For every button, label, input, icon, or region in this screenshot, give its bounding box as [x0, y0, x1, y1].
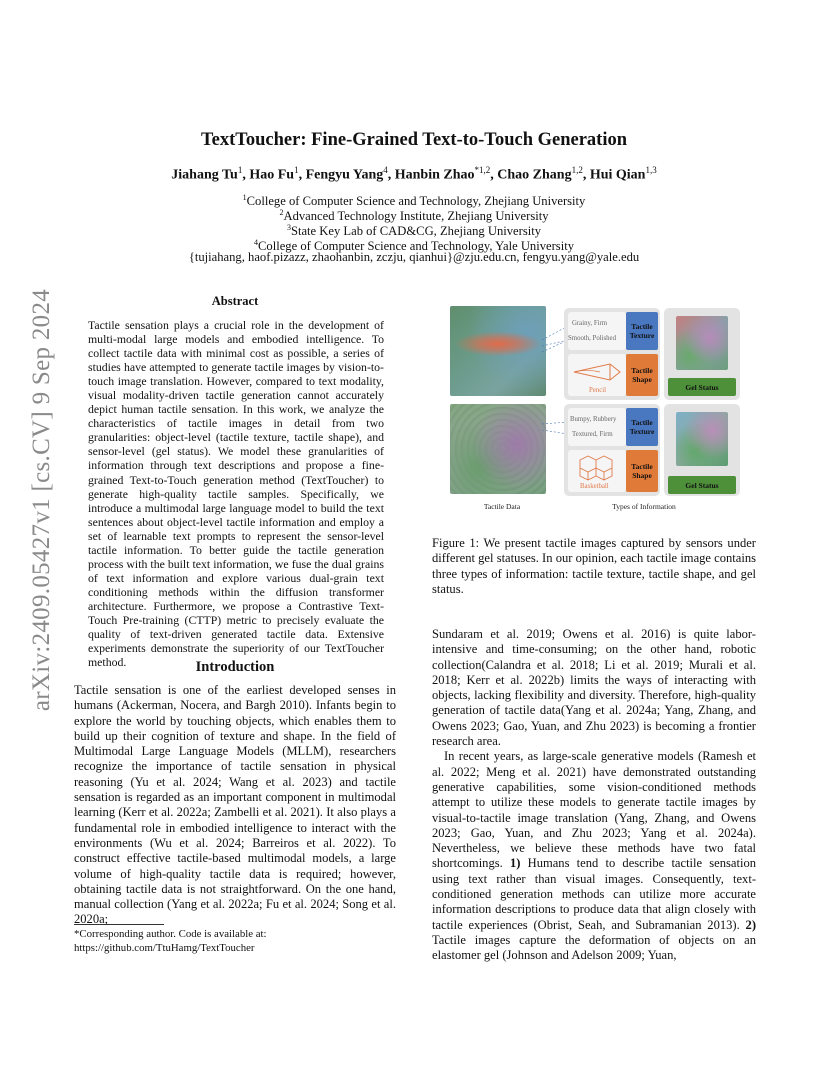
shape-label: Basketball [580, 483, 609, 490]
figure-axis-left: Tactile Data [483, 502, 521, 511]
author-emails: {tujiahang, haof.pizazz, zhaohanbin, zczju, qianhui}@zju.edu.cn, fengyu.yang@yale.edu [188, 250, 640, 264]
texture-tags-bottom [568, 408, 626, 446]
footnote: *Corresponding author. Code is available at: https://github.com/TtuHamg/TextToucher [74, 928, 267, 954]
tactile-texture-label: Tactile Texture [626, 408, 658, 446]
introduction-text: Tactile sensation is one of the earliest developed senses in humans (Ackerman, Nocera, and Bargh 2010). Infants begin to explore the world by touching objects, which enables them to build up their cognition of texture and shape. In the field of Multimodal Large Language Models (MLLM), researchers recognize the importance of tactile sensation in physical reasoning (Yu et al. 2024; Wang et al. 2023) and tactile sensation is regarded as an important component in multimodal learning (Kerr et al. 2022a; Zambelli et al. 2021). It also plays a fundamental role in embodied intelligence to interact with the environments (Wu et al. 2024; Barreiros et al. 2022). To construct effective tactile-based multimodal models, a large volume of high-quality tactile data is required; however, obtaining tactile data is not straightforward. On the one hand, manual collection (Yang et al. 2022a; Fu et al. 2024; Song et al. 2020a; [74, 683, 396, 927]
tactile-shape-label: Tactile Shape [626, 354, 658, 396]
figure-1 [444, 306, 754, 518]
affiliation-3: $^3$State Key Lab of CAD&CG, Zhejiang University [286, 223, 542, 239]
gel-image-bottom [676, 412, 728, 466]
texture-tags-top [568, 312, 626, 350]
texture-tag: Smooth, Polished [568, 335, 616, 342]
author-name: Jiahang Tu [171, 167, 238, 183]
right-column-text [432, 627, 756, 964]
basketball-icon [576, 452, 618, 484]
affiliation-4: $^4$College of Computer Science and Technology, Yale University [254, 238, 574, 254]
pencil-icon [570, 358, 624, 386]
tactile-texture-label: Tactile Texture [626, 312, 658, 350]
author-name: Hanbin Zhao [394, 167, 475, 183]
author-name: Chao Zhang [497, 167, 572, 183]
paragraph: Sundaram et al. 2019; Owens et al. 2016) is quite labor-intensive and time-consuming; on the other hand, robotic collection(Calandra et al. 2018; Li et al. 2019; Murali et al. 2018; Kerr et al. 2022b) limits the ways of interacting with objects, lacking flexibility and diversity. Therefore, high-quality generation of tactile data(Yang et al. 2024a; Yang, Zhang, and Owens 2023; Gao, Yuan, and Zhu 2023) is becoming a frontier research area. [432, 627, 756, 749]
gel-status-label: Gel Status [668, 378, 736, 396]
abstract-heading: Abstract [211, 294, 259, 308]
figure-axis-right: Types of Information [612, 502, 676, 511]
author-list: Jiahang Tu$^1$, Hao Fu$^1$, Fengyu Yang$^4$, Hanbin Zhao$^{*1,2}$, Chao Zhang$^{1,2}$, Hui Qian$^{1,3}$ [171, 165, 657, 183]
author-name: Fengyu Yang [305, 167, 384, 183]
introduction-heading: Introduction [195, 659, 275, 675]
arxiv-stamp: arXiv:2409.05427v1 [cs.CV] 9 Sep 2024 [28, 288, 55, 712]
affiliation-1: $^1$College of Computer Science and Technology, Zhejiang University [242, 193, 586, 209]
texture-tag: Bumpy, Rubbery [570, 416, 617, 423]
footnote-rule [74, 924, 164, 925]
affiliation-2: $^2$Advanced Technology Institute, Zhejiang University [279, 208, 549, 224]
author-name: Hui Qian [589, 167, 646, 183]
abstract-text: Tactile sensation plays a crucial role in the development of multi-modal large models and embodied intelligence. To collect tactile data with minimal cost as possible, a series of studies have attempted to generate tactile images by vision-to-touch image translation. However, compared to text modality, visual modality-driven tactile generation cannot accurately depict human tactile sensation. In this work, we analyze the characteristics of tactile images in detail from two granularities: object-level (tactile texture, tactile shape), and sensor-level (gel status). We model these granularities of information through text descriptions and propose a fine-grained Text-to-Touch generation method (TextToucher) to generate high-quality tactile samples. Specifically, we introduce a multimodal large language model to build the text sentences about object-level tactile information and employ a set of learnable text prompts to represent the sensor-level tactile information. To better guide the tactile generation process with the built text information, we fuse the dual grains of text information and explore various dual-grain text conditioning methods within the diffusion transformer architecture. Furthermore, we propose a Contrastive Text-Touch Pre-training (CTTP) metric to precisely evaluate the quality of text-driven generated tactile data. Extensive experiments demonstrate the superiority of our TextToucher method. [88, 318, 384, 670]
texture-tag: Textured, Firm [572, 431, 613, 438]
shape-label: Pencil [589, 387, 606, 394]
paper-title: TextToucher: Fine-Grained Text-to-Touch Generation [200, 130, 628, 150]
figure-caption: Figure 1: We present tactile images captured by sensors under different gel statuses. In our opinion, each tactile image contains three types of information: tactile texture, tactile shape, and gel status. [432, 536, 756, 596]
gel-image-top [676, 316, 728, 370]
gel-status-label: Gel Status [668, 476, 736, 494]
paragraph: In recent years, as large-scale generative models (Ramesh et al. 2022; Meng et al. 2021) have demonstrated outstanding generative capabilities, some vision-conditioned methods attempt to utilize these models to generate tactile images by visual-to-tactile image translation (Yang, Zhang, and Owens 2023; Gao, Yuan, and Zhu 2023; Yang et al. 2024a). Nevertheless, we believe these methods have two fatal shortcomings. 1) Humans tend to describe tactile sensation using text rather than visual images. Consequently, text-conditioned generation methods can utilize more accurate information descriptions to produce data that align closely with tactile experiences (Obrist, Seah, and Subramanian 2013). 2) Tactile images capture the deformation of objects on an elastomer gel (Johnson and Adelson 2009; Yuan, [432, 749, 756, 963]
tactile-shape-label: Tactile Shape [626, 450, 658, 492]
author-name: Hao Fu [249, 167, 295, 183]
texture-tag: Grainy, Firm [572, 320, 608, 327]
